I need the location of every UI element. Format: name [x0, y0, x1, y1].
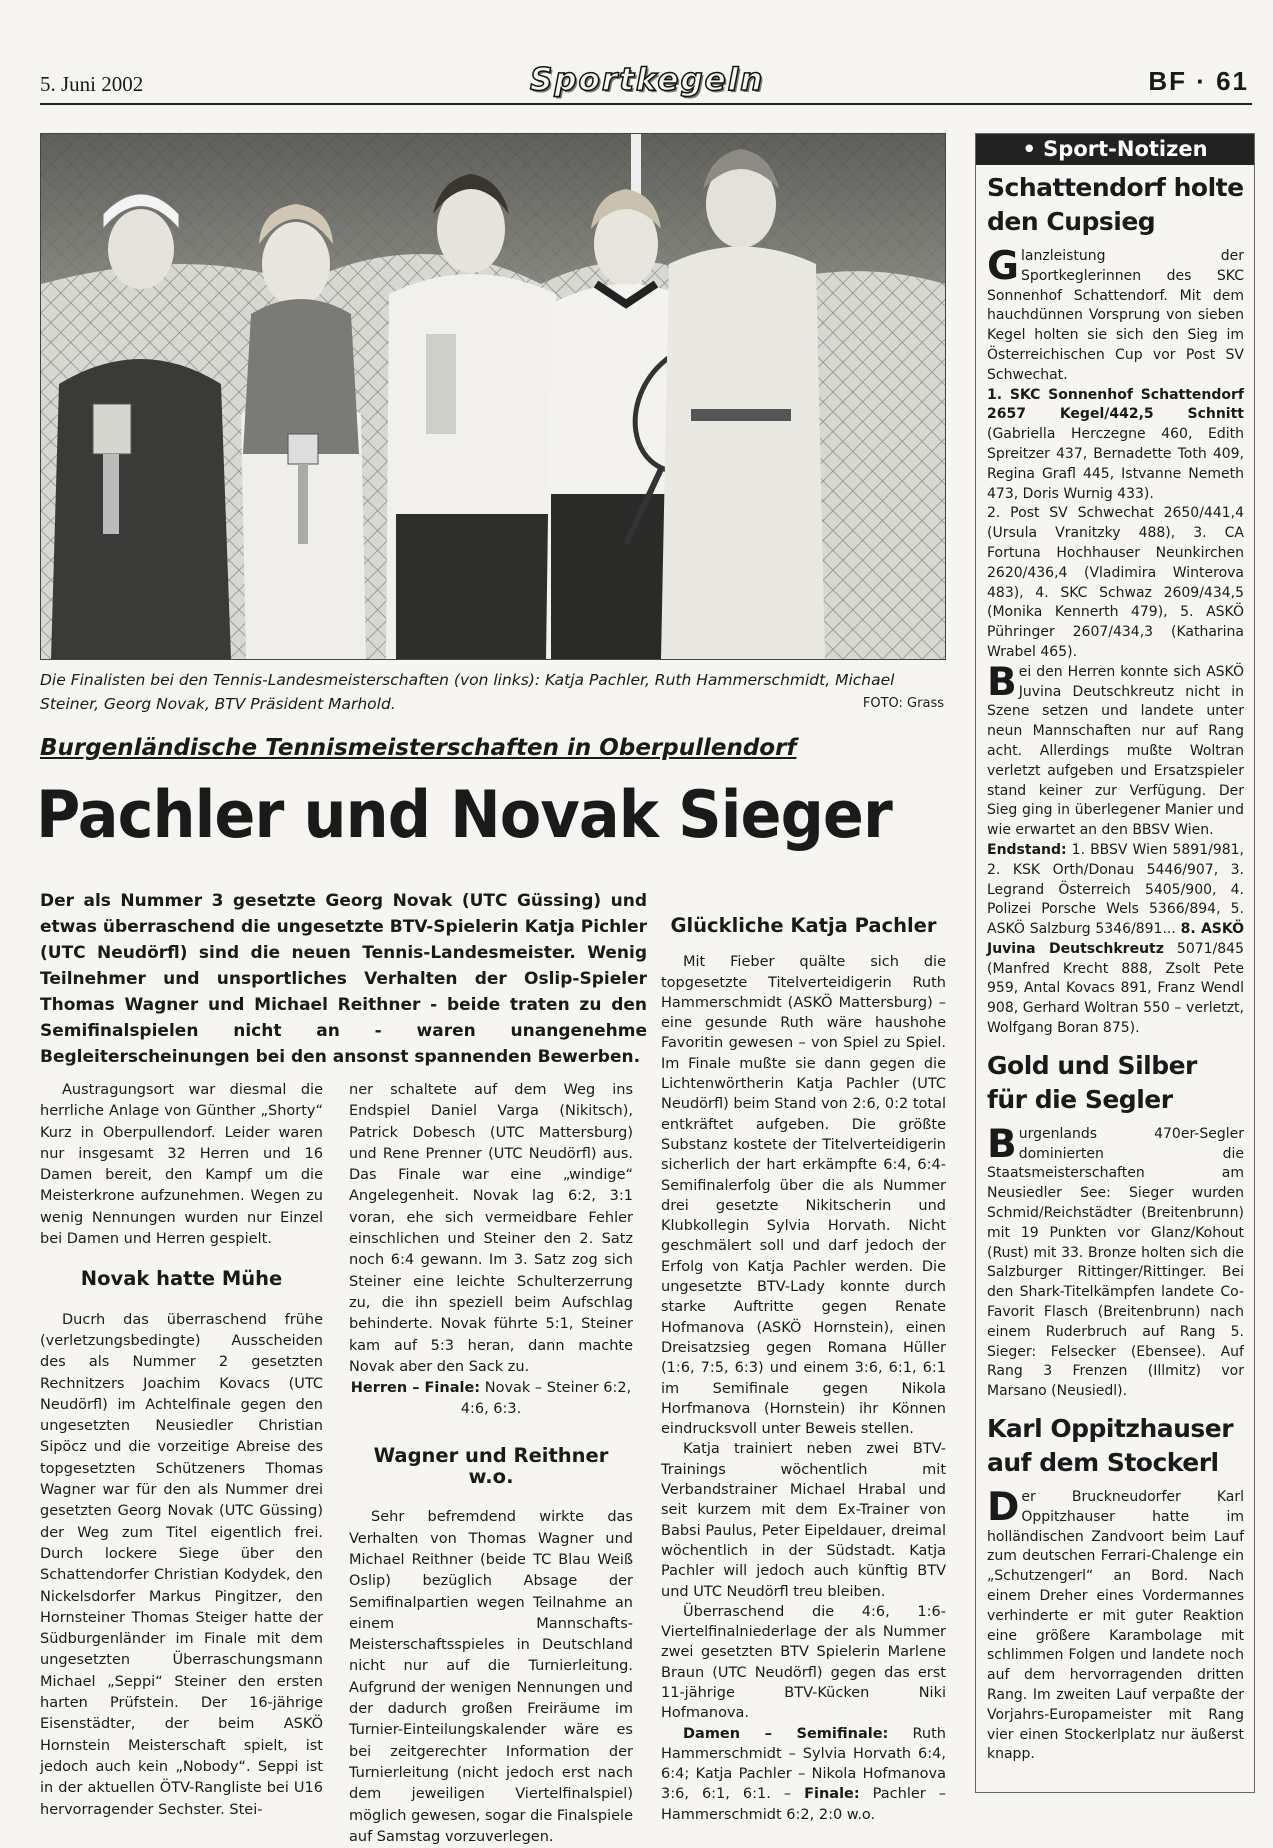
paragraph: Katja trainiert neben zwei BTV-Trainings wöchentlich mit Verbandstrainer Michael Hrabal und seit kurzem mit dem Ex-Trainer von Babsi Paulus, Peter Eipeldauer, dreimal wöchentlich in der Südstadt. Katja Pachler will jedoch auch künftig BTV und UTC Neudörfl treu bleiben.	[661, 1441, 946, 1600]
article-column-3	[661, 916, 946, 1825]
notice-text: (Gabriella Herczegne 460, Edith Spreitzer 437, Bernadette Toth 409, Regina Grafl 445, Istvanne Nemeth 473, Doris Wurnig 433).	[987, 426, 1244, 502]
subheading-wagner: Wagner und Reithner w.o.	[373, 1443, 609, 1489]
semi-value: Ruth Hammerschmidt – Sylvia Horvath 6:4, 6:4; Katja Pachler – Nikola Hofmanova 3:6, 6:1, 6:1. –	[661, 1725, 946, 1803]
notice-text: 1. BBSV Wien 5891/981, 2. KSK Orth/Donau 5446/907, 3. Legrand Österreich 5405/900, 4. Polizei Porsche Wels 5366/894, 5. ASKÖ Salzburg 5346/891...	[987, 841, 1244, 938]
section-title: Sportkegeln	[530, 62, 765, 98]
notice-text: er Bruckneudorfer Karl Oppitzhauser hatte im holländischen Zandvoort beim Lauf zum deutschen Ferrari-Chalenge ein „Schutzengerl“ an Bord. Nach einem Dreher eines Vordermannes verhinderte er mit guter Reaktion eine größere Karambolage mit schlimmen Folgen und landete noch auf dem hervorragenden dritten Rang. Im zweiten Lauf verpaßte der Vorjahrs-Europameister mit Rang vier einen Stockerlplatz nur äußerst knapp.	[987, 1489, 1244, 1763]
page-number: BF · 61	[1148, 66, 1249, 96]
result-line	[661, 1724, 946, 1825]
notice-bold: 1. SKC Sonnenhof Schattendorf 2657 Kegel/442,5 Schnitt	[987, 386, 1244, 423]
subheading-katja: Glückliche Katja Pachler	[670, 914, 937, 937]
finalists-photo	[40, 133, 946, 660]
notice-text: 5071/845 (Manfred Krecht 888, Zsolt Pete 959, Antal Kovacs 891, Franz Wendl 908, Gerhard Woltran 550 – verletzt, Wolfgang Boran 875).	[987, 940, 1244, 1037]
paragraph: Mit Fieber quälte sich die topgesetzte Titelverteidigerin Ruth Hammerschmidt (ASKÖ Mattersburg) – eine gesunde Ruth wäre haushohe Favoritin gewesen – von Spiel zu Spiel. Im Finale mußte sie dann gegen die Lichtenwörtherin Katja Pachler (UTC Neudörfl) beim Stand von 2:6, 0:2 total entkräftet aufgeben. Die größte Substanz kostete der Titelverteidigerin sicherlich der hart erkämpfte 6:4, 6:4-Semifinalerfolg über die als Nummer drei gesetzte Nikitscherin und Klubkollegin Sylvia Horvath. Nicht geschmälert soll und darf jedoch der Erfolg von Katja Pachler werden. Die ungesetzte BTV-Lady konnte durch starke Auftritte gegen Renate Hofmanova (ASKÖ Hornstein), einen Dreisatzsieg gegen Romana Hüller (1:6, 7:5, 6:3) und einem 3:6, 6:1, 6:1 im Semifinale gegen Nikola Horfmanova (Hornstein) ihr Können eindrucksvoll unter Beweis stellen.	[661, 954, 946, 1438]
sport-notizen-sidebar	[975, 133, 1255, 1793]
drop-cap: D	[987, 1485, 1020, 1531]
notice-body-oppitzhauser	[987, 1485, 1244, 1765]
sidebar-banner: • Sport-Notizen	[976, 134, 1254, 165]
semi-label: Damen – Semifinale:	[683, 1725, 889, 1742]
caption-text: Die Finalisten bei den Tennis-Landesmeisterschaften (von links): Katja Pachler, Ruth Hammerschmidt, Michael Steiner, Georg Novak, BTV Präsident Marhold.	[40, 671, 895, 713]
notice-title-segler: Gold und Silber für die Segler	[987, 1050, 1197, 1114]
paragraph: Ducrh das überraschend frühe (verletzungsbedingte) Ausscheiden des als Nummer 2 gesetzten Rechnitzers Joachim Kovacs (UTC Neudörfl) im Achtelfinale gegen den ungesetzten Neusiedler Christian Sipöcz und die vorzeitige Abreise des topgesetzten Schützeners Thomas Wagner war für den als Nummer drei gesetzten Georg Novak (UTC Güssing) der Weg zum Titel eigentlich frei. Durch lockere Siege über den Schattendorfer Christian Kodydek, den Nickelsdorfer Markus Pingitzer, den Hornsteiner Thomas Steiger hatte der Südburgenländer im Finale mit dem ungesetzten Überraschungsmann Michael „Seppi“ Steiner den ersten harten Prüfstein. Der 16-jährige Eisenstädter, der beim ASKÖ Hornstein Meisterschaft spielt, ist jedoch auch kein „Nobody“. Seppi ist in der aktuellen ÖTV-Rangliste bei U16 hervorragender Sechster. Stei-	[40, 1311, 323, 1818]
result-line	[349, 1378, 633, 1421]
notice-bold: 8. ASKÖ Juvina Deutschkreutz	[987, 921, 1244, 957]
drop-cap: B	[987, 1121, 1017, 1167]
drop-cap: B	[987, 659, 1017, 705]
paragraph: Sehr befremdend wirkte das Verhalten von Thomas Wagner und Michael Reithner (beide TC Blau Weiß Oslip) bezüglich Absage der Semifinalpartien wegen Teilnahme an einem Mannschafts-Meisterschaftsspieles in Deutschland nicht nur auf die Turnierleitung. Aufgrund der wenigen Nennungen und der dadurch großen Freiräume im Turnier-Einteilungskalender wäre es bei zeitgerechter Information der Turnierleitung (nicht jedoch erst nach dem jeweiligen Viertelfinalspiel) möglich gewesen, sogar die Finalspiele auf Samstag vorzuverlegen.	[349, 1509, 633, 1845]
header-rule	[40, 103, 1252, 105]
final-label: Finale:	[804, 1786, 860, 1803]
notice-bold: Endstand:	[987, 841, 1067, 858]
paragraph: Überraschend die 4:6, 1:6-Viertelfinalniederlage der als Nummer zwei gesetzten BTV Spielerin Marlene Braun (UTC Neudörfl) gegen das erst 11-jährige BTV-Kücken Niki Hofmanova.	[661, 1603, 946, 1722]
article-column-2	[349, 1080, 633, 1848]
drop-cap: G	[987, 244, 1020, 289]
article-kicker: Burgenländische Tennismeisterschaften in Oberpullendorf	[40, 735, 797, 761]
photo-credit: FOTO: Grass	[862, 696, 944, 711]
notice-text: lanzleistung der Sportkeglerinnen des SKC Sonnenhof Schattendorf. Mit dem hauchdünnen Vorsprung von sieben Kegel holten sie sich den Sieg im Österreichischen Cup vor Post SV Schwechat.	[987, 248, 1244, 383]
notice-body-segler	[987, 1121, 1244, 1402]
notice-title-schattendorf: Schattendorf holte den Cupsieg	[987, 173, 1244, 236]
issue-date: 5. Juni 2002	[40, 72, 144, 96]
paragraph: ner schaltete auf dem Weg ins Endspiel Daniel Varga (Nikitsch), Patrick Dobesch (UTC Mattersburg) und Rene Prenner (UTC Neudörfl) aus. Das Finale war eine „windige“ Angelegenheit. Novak lag 6:2, 3:1 voran, ehe sich vermeidbare Fehler einschlichen und Steiner den 2. Satz noch 6:4 gewann. Im 3. Satz zog sich Steiner eine leichte Schulterzerrung zu, die ihn speziell beim Aufschlag behinderte. Novak führte 5:1, Steiner kam auf 5:3 heran, dann machte Novak aber den Sack zu.	[349, 1082, 633, 1375]
article-headline: Pachler und Novak Sieger	[36, 778, 892, 853]
article-column-1	[40, 1080, 323, 1821]
photo-illustration	[41, 134, 945, 659]
result-value: Novak – Steiner 6:2, 4:6, 6:3.	[460, 1380, 632, 1418]
notice-text: urgenlands 470er-Segler dominierten die Staatsmeisterschaften am Neusiedler See: Sieger wurden Schmid/Reichstädter (Breitenbrunn) mit 19 Punkten vor Glanz/Kohout (Rust) mit 33. Bronze holten sich die Salzburger Rittinger/Rittinger. Bei den Shark-Titelkämpfen landete Co-Favorit Flasch (Breitenbrunn) nach einem Ruderbruch auf Rang 5. Sieger: Felsecker (Ebensee). Auf Rang 3 Frenzen (Illmitz) vor Marsano (Neusiedl).	[987, 1125, 1244, 1400]
article-lead: Der als Nummer 3 gesetzte Georg Novak (UTC Güssing) und etwas überraschend die ungesetzte BTV-Spielerin Katja Pichler (UTC Neudörfl) sind die neuen Tennis-Landesmeister. Wenig Teilnehmer und unsportliches Verhalten der Oslip-Spieler Thomas Wagner und Michael Reithner - beide traten zu den Semifinalspielen nicht an - waren unangenehme Begleiterscheinungen bei den ansonst spannenden Bewerben.	[40, 891, 647, 1067]
paragraph: Austragungsort war diesmal die herrliche Anlage von Günther „Shorty“ Kurz in Oberpullendorf. Leider waren nur insgesamt 32 Herren und 16 Damen bereit, den Kampf um die Meisterkrone aufzunehmen. Wegen zu wenig Nennungen wurden nur Einzel bei Damen und Herren gespielt.	[40, 1082, 323, 1248]
final-value: Pachler – Hammerschmidt 6:2, 2:0 w.o.	[661, 1786, 946, 1823]
photo-caption	[40, 668, 944, 716]
notice-text: 2. Post SV Schwechat 2650/441,4 (Ursula Vranitzky 488), 3. CA Fortuna Hochhauser Neunkirchen 2620/436,4 (Vladimira Winterova 483), 4. SKC Schwaz 2609/434,5 (Monika Kennerth 479), 5. ASKÖ Pühringer 2607/434,3 (Katharina Wrabel 465).	[987, 505, 1244, 660]
subheading-novak: Novak hatte Mühe	[80, 1267, 283, 1291]
notice-text: ei den Herren konnte sich ASKÖ Juvina Deutschkreutz nicht in Szene setzen und landete unter neun Mannschaften nur auf Rang acht. Allerdings mußte Woltran verletzt aufgeben und Ersatzspieler stand keiner zur Verfügung. Der Sieg ging in überlegener Manier und wie erwartet an den BBSV Wien.	[987, 663, 1244, 839]
notice-body-schattendorf	[987, 244, 1244, 1039]
result-label: Herren – Finale:	[350, 1380, 481, 1397]
notice-title-oppitzhauser: Karl Oppitzhauser auf dem Stockerl	[987, 1414, 1234, 1478]
